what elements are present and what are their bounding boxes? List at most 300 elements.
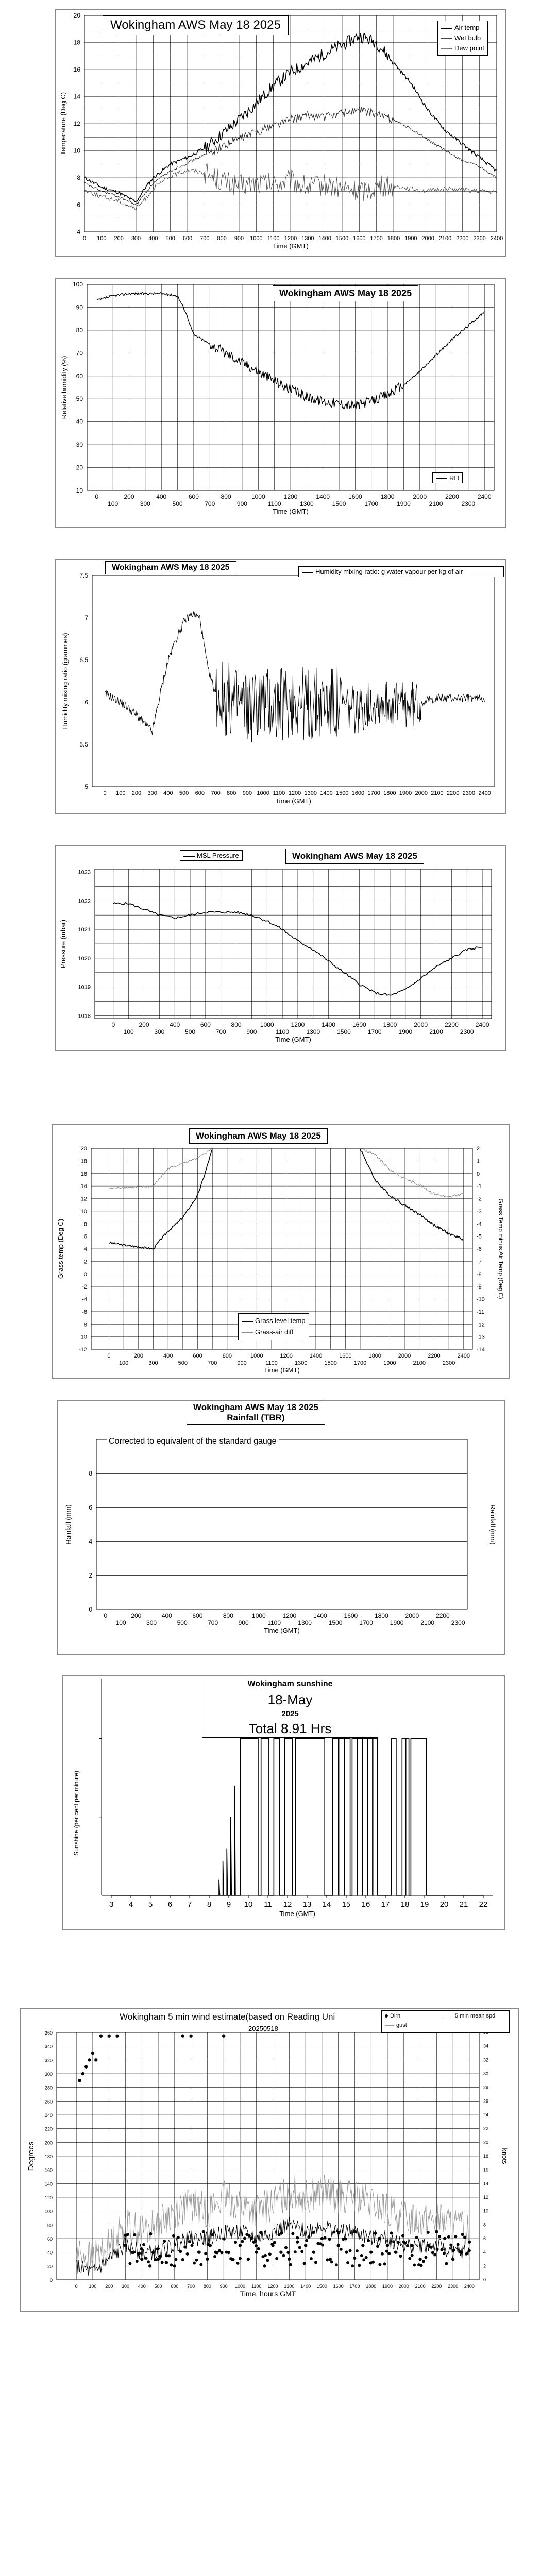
grass-y-tick-label: -12 [79,1347,87,1353]
wind-dirn-point [213,2255,216,2258]
rh-x-tick-label: 1500 [332,500,346,507]
grass-x-tick-label: 700 [208,1360,217,1366]
wind-dirn-point [406,2244,409,2247]
pres-x-tick-label: 1100 [276,1028,290,1036]
temp-x-tick-label: 1800 [387,235,400,242]
grass-x-tick-label: 2200 [428,1353,441,1359]
wind-chart-svg [21,2009,518,2311]
temp-x-tick-label: 1900 [404,235,417,242]
rainfall-chart-title: Wokingham AWS May 18 2025 [193,1402,318,1412]
temp-x-tick-label: 1100 [267,235,280,242]
grass-x-tick-label: 2300 [442,1360,455,1366]
mix-x-tick-label: 2100 [431,790,444,796]
wind-dirn-point [234,2241,237,2244]
wind-dirn-point [289,2263,292,2266]
wind-dirn-point [443,2252,446,2255]
temperature-chart-legend [437,21,488,56]
grass-y-tick-label: 10 [80,1208,87,1215]
wind-dirn-point [94,2058,97,2061]
mix-y-tick-label: 6 [84,699,88,706]
grass-x-axis-label: Time (GMT) [264,1366,300,1374]
wind-dirn-point [268,2252,272,2256]
wind-dirn-point [438,2235,441,2238]
mix-x-tick-label: 300 [147,790,157,796]
wind-dirn-point [206,2258,209,2261]
wind-dirn-point [288,2258,291,2261]
rh-y-tick-label: 10 [76,487,83,494]
rain-x-tick-label: 1600 [344,1612,358,1619]
wind-dirn-point [191,2244,194,2247]
rain-x-tick-label: 200 [131,1612,142,1619]
wind-y2-tick-label: 28 [483,2084,489,2090]
grass-x-tick-label: 1600 [339,1353,352,1359]
rain-x-tick-label: 500 [177,1619,188,1626]
wind-x-axis-label: Time, hours GMT [240,2290,296,2298]
sunshine-chart-date: 18-May [267,1692,313,1707]
wind-y-tick-label: 140 [44,2181,53,2187]
wind-dirn-point [459,2250,462,2253]
wind-y-tick-label: 280 [44,2085,53,2091]
humidity-chart-legend: RH [432,472,463,483]
grass-x-tick-label: 1500 [324,1360,337,1366]
sun-x-tick-label: 15 [342,1900,351,1909]
wind-dirn-point [147,2260,150,2263]
wind-dirn-point [307,2235,310,2239]
grass-y2-tick-label: -10 [477,1296,485,1303]
temp-y-axis-label: Temperature (Deg C) [59,92,67,156]
temp-x-tick-label: 2300 [473,235,486,242]
wind-x-tick-label: 200 [105,2284,113,2289]
mix-x-tick-label: 400 [163,790,173,796]
wind-x-tick-label: 1100 [251,2284,262,2289]
wind-dirn-point [247,2258,250,2261]
wind-x-tick-label: 2200 [431,2284,442,2289]
grass-y-tick-label: -4 [82,1296,87,1303]
wind-dirn-point [303,2262,306,2265]
humidity-chart-title: Wokingham AWS May 18 2025 [273,285,418,301]
rh-x-tick-label: 1100 [267,500,281,507]
pres-x-tick-label: 900 [246,1028,257,1036]
wind-dirn-point [157,2258,160,2261]
pres-x-tick-label: 300 [154,1028,165,1036]
wind-dirn-point [172,2234,175,2238]
temp-x-tick-label: 1600 [353,235,366,242]
mix-x-tick-label: 900 [242,790,252,796]
wind-dirn-point [255,2250,258,2253]
pres-x-tick-label: 1800 [383,1021,397,1028]
rain-x-tick-label: 400 [161,1612,172,1619]
grass-y2-tick-label: -14 [477,1347,485,1353]
temp-x-tick-label: 400 [148,235,158,242]
rh-x-tick-label: 900 [236,500,247,507]
mix-x-tick-label: 1600 [351,790,365,796]
sun-series-sunshine [111,1739,483,1896]
rh-x-tick-label: 1200 [283,493,298,500]
pres-x-axis-label: Time (GMT) [275,1036,311,1043]
temp-y-tick-label: 4 [77,228,80,235]
grass-x-tick-label: 300 [148,1360,158,1366]
temp-x-tick-label: 2000 [421,235,434,242]
grass-y2-tick-label: -4 [477,1221,482,1228]
wind-dirn-point [136,2260,139,2263]
mix-x-tick-label: 500 [179,790,189,796]
wind-y2-tick-label: 10 [483,2208,489,2214]
wind-y2-tick-label: 12 [483,2195,489,2200]
wind-x-tick-label: 1900 [382,2284,393,2289]
grass-y2-tick-label: -12 [477,1321,485,1328]
pres-x-tick-label: 2200 [445,1021,459,1028]
grass-x-tick-label: 400 [163,1353,173,1359]
wind-dirn-point [351,2264,354,2267]
grass-y-tick-label: 12 [80,1196,87,1202]
wind-dirn-point [84,2065,88,2068]
wind-dirn-point [353,2230,356,2233]
wind-dirn-point [356,2249,359,2252]
rh-x-tick-label: 400 [156,493,167,500]
wind-dirn-point [133,2233,136,2236]
grass-x-tick-label: 1300 [295,1360,308,1366]
wind-dirn-point [321,2244,324,2247]
pres-x-tick-label: 1200 [291,1021,305,1028]
wind-dirn-point [149,2232,152,2235]
grass-y-tick-label: 6 [83,1233,87,1240]
sun-x-tick-label: 19 [420,1900,429,1909]
wind-x-tick-label: 2300 [448,2284,459,2289]
wind-dirn-point [181,2258,184,2261]
rh-y-tick-label: 100 [72,281,83,288]
wind-dirn-point [387,2252,391,2255]
wind-dirn-point [179,2250,182,2253]
sun-x-tick-label: 20 [439,1900,449,1909]
temp-y-tick-label: 12 [73,120,80,127]
wind-dirn-point [360,2254,363,2257]
pres-x-tick-label: 500 [185,1028,196,1036]
wind-dirn-point [381,2252,384,2256]
pres-y-tick-label: 1020 [78,955,91,962]
wind-dirn-point [280,2232,283,2235]
mix-x-tick-label: 600 [195,790,205,796]
wind-dirn-point [250,2236,253,2240]
legend-dirn: Dirn [385,2012,400,2020]
wind-dirn-point [452,2249,455,2252]
grass-y-tick-label: 4 [83,1246,87,1252]
sun-x-tick-label: 12 [283,1900,292,1909]
wind-dirn-point [209,2244,212,2247]
wind-dirn-point [108,2034,111,2037]
pressure-chart [55,845,506,1051]
wind-dirn-point [282,2254,285,2257]
sun-x-tick-label: 8 [207,1900,212,1909]
grass-x-tick-label: 1800 [368,1353,381,1359]
grass-y-tick-label: 8 [83,1221,87,1228]
wind-x-tick-label: 500 [154,2284,162,2289]
wind-dirn-point [449,2244,452,2247]
mix-y-tick-label: 5.5 [79,741,88,748]
sun-x-tick-label: 21 [459,1900,468,1909]
legend-wet-bulb: Wet bulb [441,33,484,43]
wind-chart [20,2008,519,2312]
wind-dirn-point [291,2232,294,2235]
wind-dirn-point [220,2251,223,2254]
sunshine-chart-title: Wokingham sunshine [247,1680,333,1688]
wind-dirn-point [328,2238,331,2241]
sun-x-tick-label: 13 [302,1900,312,1909]
grass-y-tick-label: -2 [82,1284,87,1291]
wind-dirn-point [346,2261,349,2264]
sun-x-tick-label: 5 [148,1900,153,1909]
wind-dirn-point [374,2232,377,2235]
wind-dirn-point [243,2236,246,2240]
wind-dirn-point [385,2250,388,2253]
pres-x-tick-label: 1400 [322,1021,335,1028]
rh-y-axis-label: Relative humidity (%) [60,355,68,419]
wind-dirn-point [419,2264,422,2267]
wind-x-tick-label: 100 [89,2284,97,2289]
wind-y-tick-label: 160 [44,2167,53,2173]
wind-y-tick-label: 180 [44,2154,53,2159]
pressure-chart-svg [56,846,505,1050]
legend-air-temp: Air temp [441,23,484,33]
wind-dirn-point [173,2264,176,2267]
grass-y-tick-label: 0 [83,1271,87,1278]
wind-dirn-point [115,2034,119,2037]
wind-y2-tick-label: 0 [483,2277,486,2282]
wind-x-tick-label: 400 [138,2284,146,2289]
pres-x-tick-label: 1700 [367,1028,382,1036]
temp-x-tick-label: 1500 [335,235,349,242]
mixing-ratio-chart-title: Wokingham AWS May 18 2025 [105,561,236,574]
wind-dirn-point [263,2264,266,2267]
grass-x-tick-label: 200 [133,1353,143,1359]
wind-dirn-point [410,2244,413,2247]
wind-dirn-point [433,2253,436,2257]
wind-y-tick-label: 40 [47,2250,53,2256]
sun-x-tick-label: 3 [109,1900,114,1909]
legend-grass-air-diff: Grass-air diff [242,1327,306,1338]
grass-y-tick-label: -6 [82,1309,87,1315]
pres-x-tick-label: 400 [170,1021,180,1028]
wind-dirn-point [145,2257,148,2260]
grass-y-tick-label: 20 [80,1146,87,1152]
rh-x-tick-label: 300 [140,500,150,507]
pres-y-axis-label: Pressure (mbar) [59,920,67,968]
wind-x-tick-label: 600 [171,2284,179,2289]
wind-dirn-point [345,2250,348,2253]
rh-x-tick-label: 1800 [380,493,395,500]
mix-y-axis-label: Humidity mixing ratio (grammes) [61,633,69,730]
rain-y2-axis-label: Rainfall (mm) [489,1504,497,1545]
wind-dirn-point [154,2258,157,2261]
temp-x-tick-label: 200 [114,235,124,242]
wind-x-tick-label: 1400 [300,2284,311,2289]
wind-y2-tick-label: 2 [483,2263,486,2269]
wind-x-tick-label: 1800 [366,2284,377,2289]
wind-dirn-point [336,2244,340,2247]
wind-dirn-point [390,2231,393,2234]
sunshine-chart-total: Total 8.91 Hrs [248,1721,332,1736]
pres-x-tick-label: 1900 [398,1028,413,1036]
wind-y-tick-label: 260 [44,2099,53,2105]
wind-y-tick-label: 360 [44,2030,53,2036]
wind-dirn-point [286,2251,290,2254]
wind-dirn-point [397,2241,400,2244]
wind-dirn-point [383,2262,386,2265]
wind-dirn-point [140,2258,143,2261]
rain-y-axis-label: Rainfall (mm) [64,1504,72,1545]
temp-x-tick-label: 500 [165,235,175,242]
grass-x-tick-label: 2100 [413,1360,426,1366]
wind-dirn-point [273,2241,276,2244]
mix-y-tick-label: 5 [84,783,88,790]
wind-dirn-point [461,2233,464,2236]
rain-x-tick-label: 2000 [405,1612,419,1619]
wind-dirn-point [128,2262,131,2265]
grass-y2-tick-label: -7 [477,1259,482,1265]
grass-x-tick-label: 100 [119,1360,129,1366]
rain-y-tick-label: 8 [89,1470,92,1477]
sun-x-tick-label: 7 [187,1900,192,1909]
wind-dirn-point [140,2247,143,2250]
mix-x-tick-label: 1000 [257,790,269,796]
wind-dirn-point [358,2264,361,2267]
wind-y-tick-label: 120 [44,2195,53,2200]
wind-dirn-point [427,2231,430,2234]
rain-x-tick-label: 1700 [359,1619,373,1626]
wind-y2-tick-label: 26 [483,2098,489,2104]
wind-dirn-point [330,2260,333,2263]
legend-grass-temp: Grass level temp [242,1315,306,1327]
wind-dirn-point [99,2034,103,2037]
temp-x-tick-label: 1300 [301,235,314,242]
rain-x-tick-label: 300 [146,1619,157,1626]
grass-x-tick-label: 1700 [353,1360,367,1366]
pres-y-tick-label: 1023 [78,869,91,876]
wind-dirn-point [161,2261,164,2264]
wind-dirn-point [204,2252,207,2255]
rain-x-tick-label: 0 [104,1612,108,1619]
wind-dirn-point [403,2242,407,2245]
wind-dirn-point [227,2251,230,2254]
rain-x-tick-label: 1900 [390,1619,404,1626]
wind-dirn-point [457,2243,460,2246]
temp-y-tick-label: 18 [73,39,80,46]
wind-dirn-point [463,2236,466,2239]
wind-x-tick-label: 900 [219,2284,228,2289]
wind-dirn-point [369,2250,373,2253]
mix-x-tick-label: 1100 [273,790,285,796]
mix-x-tick-label: 1300 [304,790,317,796]
wind-dirn-point [312,2250,315,2253]
wind-dirn-point [239,2257,242,2260]
wind-dirn-point [395,2251,398,2254]
grass-temp-chart [52,1124,510,1379]
wind-dirn-point [349,2249,352,2252]
rh-x-tick-label: 2200 [445,493,459,500]
wind-x-tick-label: 2000 [398,2284,409,2289]
wind-dirn-point [445,2262,448,2265]
mixing-ratio-chart [55,559,506,814]
rh-y-tick-label: 60 [76,372,83,380]
wind-chart-subtitle: 20250518 [248,2025,278,2032]
sunshine-chart [62,1675,505,1930]
rh-x-tick-label: 500 [172,500,183,507]
humidity-chart-svg [56,279,505,527]
wind-dirn-point [401,2234,404,2238]
wind-dirn-point [222,2034,225,2037]
wind-dirn-point [298,2246,301,2249]
rh-x-tick-label: 1400 [316,493,330,500]
temp-x-tick-label: 900 [234,235,244,242]
temp-x-tick-label: 2400 [490,235,503,242]
grass-y2-tick-label: -9 [477,1284,482,1291]
temp-y-tick-label: 16 [73,66,80,73]
wind-y-tick-label: 300 [44,2072,53,2077]
wind-dirn-point [195,2259,198,2262]
pres-x-tick-label: 2400 [475,1021,489,1028]
rain-x-tick-label: 1400 [313,1612,327,1619]
mix-x-tick-label: 800 [227,790,236,796]
rh-x-tick-label: 2300 [461,500,476,507]
wind-dirn-point [197,2251,200,2254]
mix-x-axis-label: Time (GMT) [275,797,311,805]
wind-y-tick-label: 240 [44,2113,53,2118]
pressure-chart-legend: MSL Pressure [180,850,243,861]
wind-dirn-point [454,2235,457,2238]
humidity-chart [55,278,506,528]
grass-temp-chart-svg [53,1125,509,1378]
wind-dirn-point [177,2236,180,2239]
rh-y-tick-label: 20 [76,464,83,471]
wind-dirn-point [447,2235,450,2239]
mix-x-tick-label: 200 [131,790,142,796]
pres-x-tick-label: 800 [231,1021,242,1028]
wind-dirn-point [436,2248,439,2251]
grass-y-tick-label: -10 [79,1334,87,1341]
wind-dirn-point [259,2231,262,2234]
wind-dirn-point [468,2249,471,2252]
grass-y-axis-label: Grass temp (Deg C) [57,1218,64,1279]
rain-x-tick-label: 900 [238,1619,249,1626]
wind-x-tick-label: 1700 [349,2284,360,2289]
sun-x-tick-label: 10 [244,1900,253,1909]
mix-y-tick-label: 6.5 [79,656,88,664]
temp-x-tick-label: 1400 [318,235,331,242]
pres-x-tick-label: 100 [123,1028,134,1036]
wind-x-tick-label: 1300 [284,2284,295,2289]
wind-y2-tick-label: 32 [483,2057,489,2063]
rain-x-tick-label: 2100 [420,1619,434,1626]
temp-x-tick-label: 2200 [456,235,469,242]
wind-y2-tick-label: 34 [483,2043,489,2049]
grass-y2-tick-label: 1 [477,1158,480,1165]
temp-y-tick-label: 20 [73,12,80,19]
wind-y2-tick-label: 6 [483,2236,486,2241]
wind-dirn-point [170,2263,173,2266]
pres-x-tick-label: 2000 [414,1021,428,1028]
grass-y2-axis-label: Grass Temp minus Air Temp (Deg C) [497,1198,504,1299]
wind-dirn-point [340,2248,343,2251]
mix-x-tick-label: 1900 [399,790,412,796]
rh-x-tick-label: 2100 [429,500,443,507]
rain-x-tick-label: 1500 [328,1619,343,1626]
grass-x-tick-label: 800 [222,1353,232,1359]
rainfall-chart-title-box [187,1401,325,1425]
wind-dirn-point [399,2255,402,2258]
temp-y-tick-label: 10 [73,147,80,155]
wind-y-axis-label: Degrees [27,2141,36,2171]
rh-x-tick-label: 1900 [397,500,411,507]
wind-y2-tick-label: 14 [483,2181,489,2187]
